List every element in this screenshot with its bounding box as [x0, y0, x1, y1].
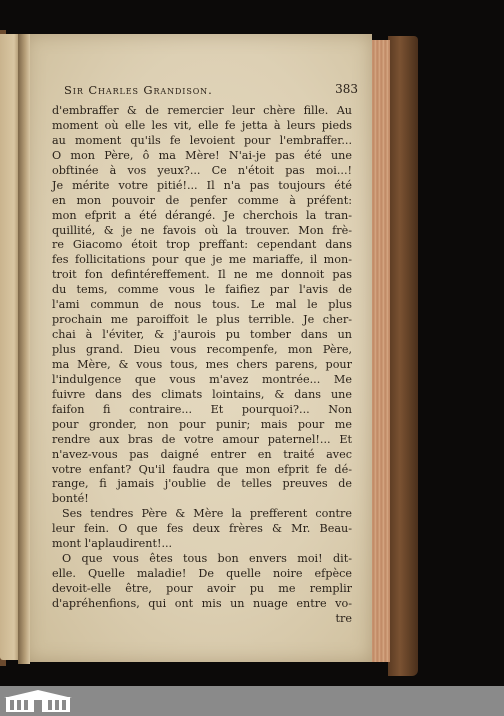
- text-line: ma Mère, & vous tous, mes chers parens, pour: [52, 357, 352, 371]
- text-line: votre enfant? Qu'il faudra que mon efprit fe dé-: [52, 462, 352, 476]
- body-text: [52, 104, 352, 627]
- page-number: 383: [335, 82, 358, 96]
- text-line: range, fi jamais j'oublie de telles preuves de: [52, 477, 352, 491]
- text-line: elle. Quelle maladie! De quelle noire efpèce: [52, 567, 352, 581]
- text-line: obftinée à vos yeux?... Ce n'étoit pas moi...!: [52, 163, 352, 177]
- text-line: mon efprit a été dérangé. Je cherchois la tran-: [52, 208, 352, 222]
- text-line: d'apréhenfions, qui ont mis un nuage entre vo-: [52, 596, 352, 610]
- book-cover-edge: [388, 36, 418, 676]
- text-line: fuivre dans des climats lointains, & dans une: [52, 387, 352, 401]
- text-line: au moment qu'ils fe levoient pour l'embraffer...: [52, 133, 352, 147]
- text-line: en mon pouvoir de penfer comme à préfent:: [52, 193, 352, 207]
- text-line: O que vous êtes tous bon envers moi! dit-: [62, 552, 352, 566]
- text-line: d'embraffer & de remercier leur chère fille. Au: [52, 104, 352, 117]
- text-line: prochain me paroiffoit le plus terrible. Je cher-: [52, 313, 352, 327]
- left-page-edge: [0, 34, 20, 660]
- text-line: rendre aux bras de votre amour paternel!... Et: [52, 432, 352, 446]
- text-line: l'indulgence que vous m'avez montrée... Me: [52, 372, 352, 386]
- library-building-icon: [4, 689, 72, 713]
- page-gutter: [18, 34, 30, 664]
- text-line: faifon fi contraire... Et pourquoi?... Non: [52, 402, 352, 416]
- text-line: bonté!: [52, 492, 89, 506]
- library-footer-bar: [0, 686, 504, 716]
- text-line: troit fon defintéreffement. Il ne me donnoit pas: [52, 268, 352, 282]
- text-line: Ses tendres Père & Mère la prefferent contre: [62, 507, 352, 521]
- text-line: re Giacomo étoit trop preffant: cependant dans: [52, 238, 352, 252]
- running-title: Sir Charles Grandison.: [64, 83, 213, 97]
- text-line: mont l'aplaudirent!...: [52, 537, 173, 551]
- text-line: pour gronder, non pour punir; mais pour me: [52, 417, 352, 431]
- text-line: quillité, & je ne favois où la trouver. Mon frè-: [52, 223, 352, 237]
- text-line: Je mérite votre pitié!... Il n'a pas toujours été: [52, 178, 352, 192]
- text-line: fes follicitations pour que je me mariaffe, il mon-: [52, 253, 352, 267]
- text-line: n'avez-vous pas daigné entrer en traité avec: [52, 447, 352, 461]
- page-edges: [370, 40, 390, 662]
- catchword: tre: [335, 611, 352, 625]
- running-head: [58, 83, 358, 101]
- text-line: devoit-elle être, pour avoir pu me remplir: [52, 582, 352, 595]
- text-line: plus grand. Dieu vous recompenfe, mon Père,: [52, 343, 352, 356]
- text-line: leur fein. O que fes deux frères & Mr. Beau-: [52, 522, 352, 536]
- text-line: moment où elle les vit, elle fe jetta à leurs pieds: [52, 118, 352, 132]
- text-line: l'ami commun de nous tous. Le mal le plus: [52, 298, 352, 312]
- text-line: du tems, comme vous le faifiez par l'avis de: [52, 283, 352, 297]
- text-line: O mon Père, ô ma Mère! N'ai-je pas été une: [52, 148, 352, 162]
- text-line: chai à l'éviter, & j'aurois pu tomber dans un: [52, 328, 352, 342]
